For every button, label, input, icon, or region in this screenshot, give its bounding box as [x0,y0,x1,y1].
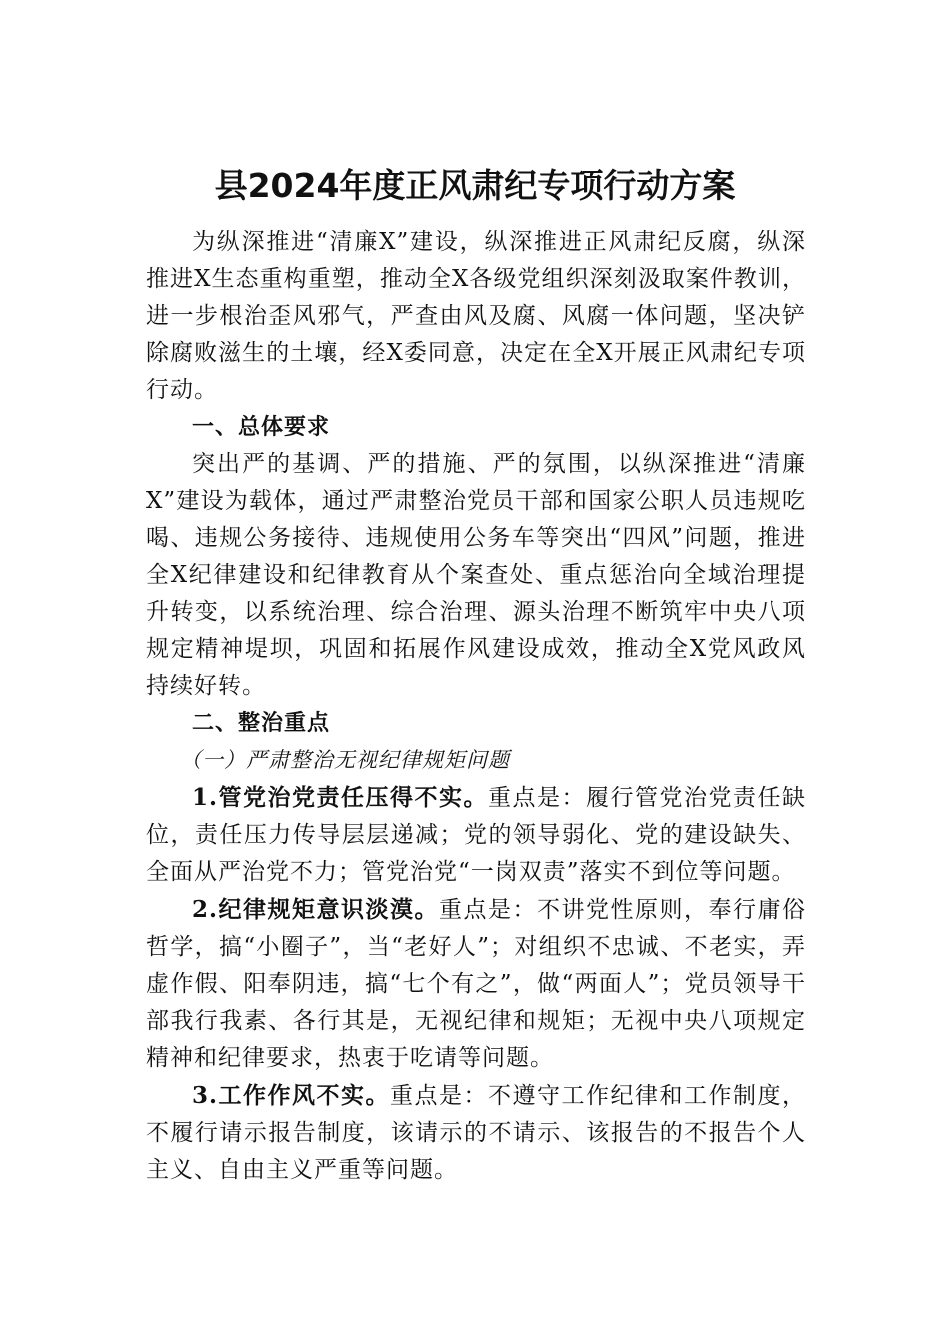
item-lead-2: 2.纪律规矩意识淡漠。 [192,896,440,923]
section-heading-key-rectification: 二、整治重点 [192,711,331,736]
item-paragraph-2 [146,891,806,1077]
item-paragraph-1 [146,779,806,891]
document-body [146,224,806,1189]
document-title: 县2024年度正风肃纪专项行动方案 [214,166,736,205]
item-paragraph-3 [146,1077,806,1189]
item-lead-3: 3.工作作风不实。 [192,1082,391,1109]
general-requirements-paragraph: 突出严的基调、严的措施、严的氛围，以纵深推进“清廉X”建设为载体，通过严肃整治党员干部和国家公职人员违规吃喝、违规公务接待、违规使用公务车等突出“四风”问题，推进全X纪律建设和纪律教育从个案查处、重点惩治向全域治理提升转变，以系统治理、综合治理、源头治理不断筑牢中央八项规定精神堤坝，巩固和拓展作风建设成效，推动全X党风政风持续好转。 [146,451,806,699]
item-text-2: 重点是：不讲党性原则，奉行庸俗哲学，搞“小圈子”，当“老好人”；对组织不忠诚、不老实，弄虚作假、阳奉阴违，搞“七个有之”，做“两面人”；党员领导干部我行我素、各行其是，无视纪律和规矩；无视中央八项规定精神和纪律要求，热衷于吃请等问题。 [146,897,807,1071]
section-heading-general-requirements: 一、总体要求 [192,415,331,440]
item-text-3: 重点是：不遵守工作纪律和工作制度，不履行请示报告制度，该请示的不请示、该报告的不报告个人主义、自由主义严重等问题。 [146,1083,807,1183]
subsection-heading-discipline: （一）严肃整治无视纪律规矩问题 [180,748,510,772]
intro-paragraph: 为纵深推进“清廉X”建设，纵深推进正风肃纪反腐，纵深推进X生态重构重塑，推动全X各级党组织深刻汲取案件教训，进一步根治歪风邪气，严查由风及腐、风腐一体问题，坚决铲除腐败滋生的土壤，经X委同意，决定在全X开展正风肃纪专项行动。 [146,229,806,403]
item-text-1: 重点是：履行管党治党责任缺位，责任压力传导层层递减；党的领导弱化、党的建设缺失、全面从严治党不力；管党治党“一岗双责”落实不到位等问题。 [146,785,807,885]
item-lead-1: 1.管党治党责任压得不实。 [192,784,489,811]
